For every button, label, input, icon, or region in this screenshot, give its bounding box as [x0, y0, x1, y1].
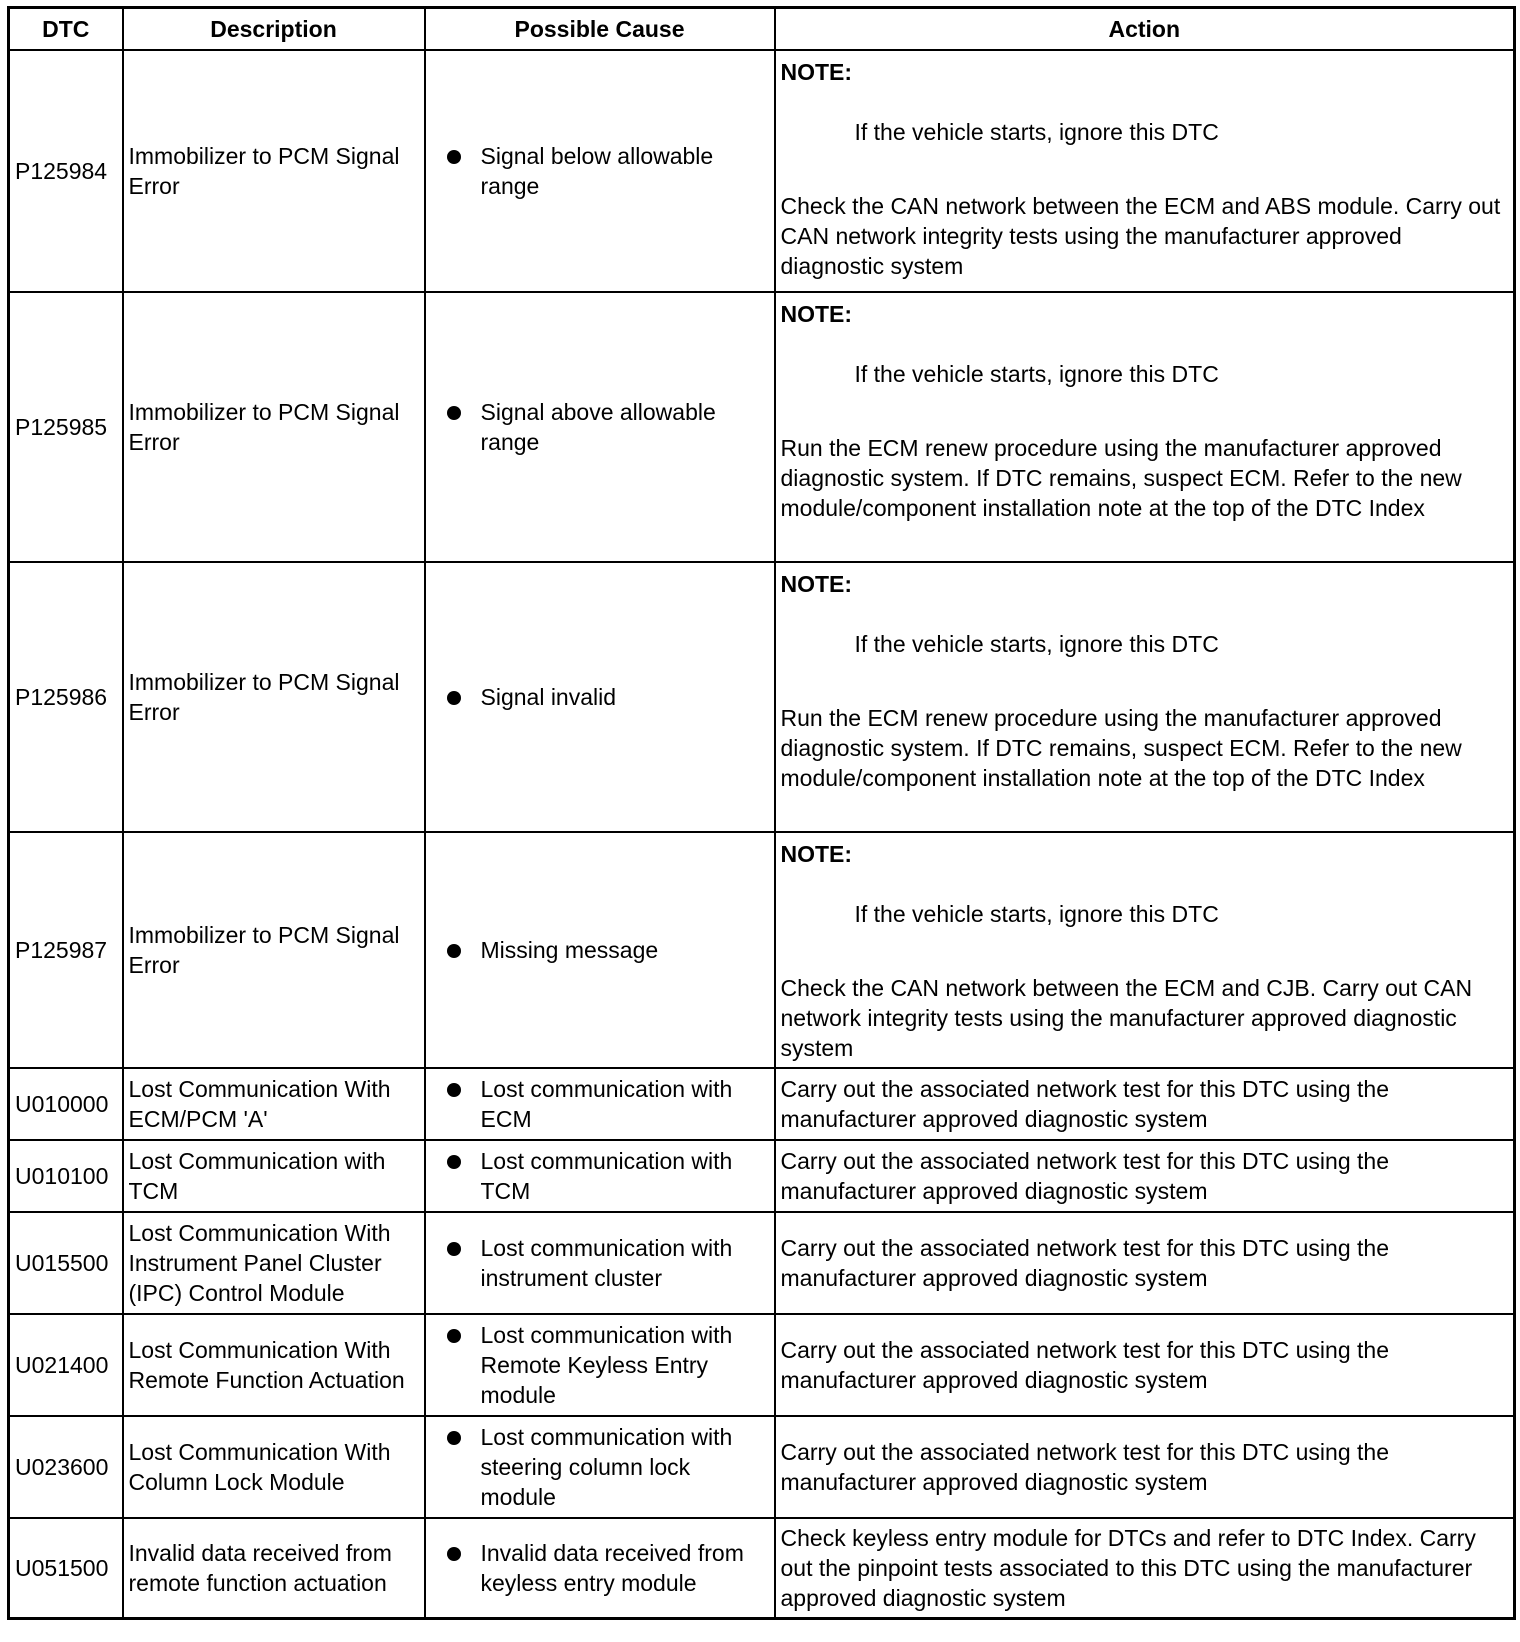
- possible-cause: [425, 50, 775, 292]
- bullet-icon: [447, 1242, 461, 1256]
- table-row: [9, 1416, 1515, 1518]
- possible-cause-text: Lost communication with steering column lock module: [480, 1424, 733, 1510]
- possible-cause: [425, 832, 775, 1068]
- possible-cause-text: Signal below allowable range: [480, 143, 714, 199]
- action-text: Check the CAN network between the ECM and CJB. Carry out CAN network integrity tests using the manufacturer approved diagnostic system: [780, 975, 1473, 1061]
- possible-cause: [425, 292, 775, 562]
- note-label: NOTE:: [780, 59, 853, 85]
- dtc-code: U021400: [9, 1314, 123, 1416]
- dtc-description: Lost Communication With ECM/PCM 'A': [123, 1068, 425, 1140]
- header-dtc: DTC: [9, 8, 123, 51]
- possible-cause: [425, 1212, 775, 1314]
- possible-cause: [425, 1314, 775, 1416]
- header-description: Description: [123, 8, 425, 51]
- possible-cause-text: Lost communication with Remote Keyless Entry module: [480, 1322, 733, 1408]
- table-row: [9, 1518, 1515, 1619]
- possible-cause-text: Missing message: [480, 937, 659, 963]
- action-cell: [775, 832, 1515, 1068]
- table-row: [9, 292, 1515, 562]
- dtc-description: Lost Communication With Instrument Panel Cluster (IPC) Control Module: [123, 1212, 425, 1314]
- note-text: If the vehicle starts, ignore this DTC: [854, 119, 1219, 145]
- note-label: NOTE:: [780, 301, 853, 327]
- possible-cause-text: Invalid data received from keyless entry module: [480, 1540, 744, 1596]
- table-row: [9, 1212, 1515, 1314]
- dtc-description: Immobilizer to PCM Signal Error: [123, 292, 425, 562]
- action-text: Check keyless entry module for DTCs and refer to DTC Index. Carry out the pinpoint tests associated to this DTC using the manufacturer approved diagnostic system: [775, 1518, 1515, 1619]
- action-cell: [775, 50, 1515, 292]
- action-text: Check the CAN network between the ECM and ABS module. Carry out CAN network integrity tests using the manufacturer approved diagnostic system: [780, 193, 1501, 279]
- bullet-icon: [447, 1431, 461, 1445]
- possible-cause-text: Lost communication with instrument cluster: [480, 1235, 733, 1291]
- note-text: If the vehicle starts, ignore this DTC: [854, 901, 1219, 927]
- dtc-code: U023600: [9, 1416, 123, 1518]
- action-cell: [775, 292, 1515, 562]
- note-label: NOTE:: [780, 571, 853, 597]
- possible-cause: [425, 1518, 775, 1619]
- bullet-icon: [447, 944, 461, 958]
- header-action: Action: [775, 8, 1515, 51]
- dtc-description: Lost Communication With Remote Function Actuation: [123, 1314, 425, 1416]
- note-text: If the vehicle starts, ignore this DTC: [854, 631, 1219, 657]
- dtc-code: P125987: [9, 832, 123, 1068]
- table-row: [9, 1140, 1515, 1212]
- bullet-icon: [447, 1083, 461, 1097]
- dtc-description: Immobilizer to PCM Signal Error: [123, 832, 425, 1068]
- dtc-code: P125986: [9, 562, 123, 832]
- possible-cause-text: Lost communication with ECM: [480, 1076, 733, 1132]
- dtc-code: P125985: [9, 292, 123, 562]
- action-text: Carry out the associated network test for this DTC using the manufacturer approved diagnostic system: [775, 1314, 1515, 1416]
- action-text: Carry out the associated network test for this DTC using the manufacturer approved diagnostic system: [775, 1212, 1515, 1314]
- possible-cause-text: Signal above allowable range: [480, 399, 716, 455]
- dtc-description: Invalid data received from remote function actuation: [123, 1518, 425, 1619]
- dtc-code: U010100: [9, 1140, 123, 1212]
- dtc-code: U051500: [9, 1518, 123, 1619]
- action-text: Run the ECM renew procedure using the manufacturer approved diagnostic system. If DTC remains, suspect ECM. Refer to the new module/component installation note at the top of the DTC Index: [780, 705, 1462, 791]
- possible-cause-text: Signal invalid: [480, 684, 617, 710]
- table-row: [9, 50, 1515, 292]
- possible-cause: [425, 1140, 775, 1212]
- possible-cause-text: Lost communication with TCM: [480, 1148, 733, 1204]
- table-row: [9, 1314, 1515, 1416]
- action-text: Carry out the associated network test for this DTC using the manufacturer approved diagnostic system: [775, 1416, 1515, 1518]
- table-row: [9, 562, 1515, 832]
- dtc-description: Immobilizer to PCM Signal Error: [123, 50, 425, 292]
- bullet-icon: [447, 150, 461, 164]
- bullet-icon: [447, 1155, 461, 1169]
- note-text: If the vehicle starts, ignore this DTC: [854, 361, 1219, 387]
- dtc-table: [7, 6, 1516, 1620]
- table-row: [9, 832, 1515, 1068]
- action-cell: [775, 562, 1515, 832]
- bullet-icon: [447, 406, 461, 420]
- possible-cause: [425, 562, 775, 832]
- dtc-code: U010000: [9, 1068, 123, 1140]
- action-text: Carry out the associated network test for this DTC using the manufacturer approved diagnostic system: [775, 1068, 1515, 1140]
- bullet-icon: [447, 1329, 461, 1343]
- possible-cause: [425, 1416, 775, 1518]
- table-row: [9, 1068, 1515, 1140]
- dtc-description: Lost Communication With Column Lock Module: [123, 1416, 425, 1518]
- dtc-description: Lost Communication with TCM: [123, 1140, 425, 1212]
- note-label: NOTE:: [780, 841, 853, 867]
- dtc-code: P125984: [9, 50, 123, 292]
- possible-cause: [425, 1068, 775, 1140]
- header-possible-cause: Possible Cause: [425, 8, 775, 51]
- action-text: Carry out the associated network test for this DTC using the manufacturer approved diagnostic system: [775, 1140, 1515, 1212]
- action-text: Run the ECM renew procedure using the manufacturer approved diagnostic system. If DTC remains, suspect ECM. Refer to the new module/component installation note at the top of the DTC Index: [780, 435, 1462, 521]
- document-page: [7, 6, 1513, 1620]
- table-header-row: [9, 8, 1515, 51]
- bullet-icon: [447, 1547, 461, 1561]
- dtc-code: U015500: [9, 1212, 123, 1314]
- dtc-description: Immobilizer to PCM Signal Error: [123, 562, 425, 832]
- bullet-icon: [447, 691, 461, 705]
